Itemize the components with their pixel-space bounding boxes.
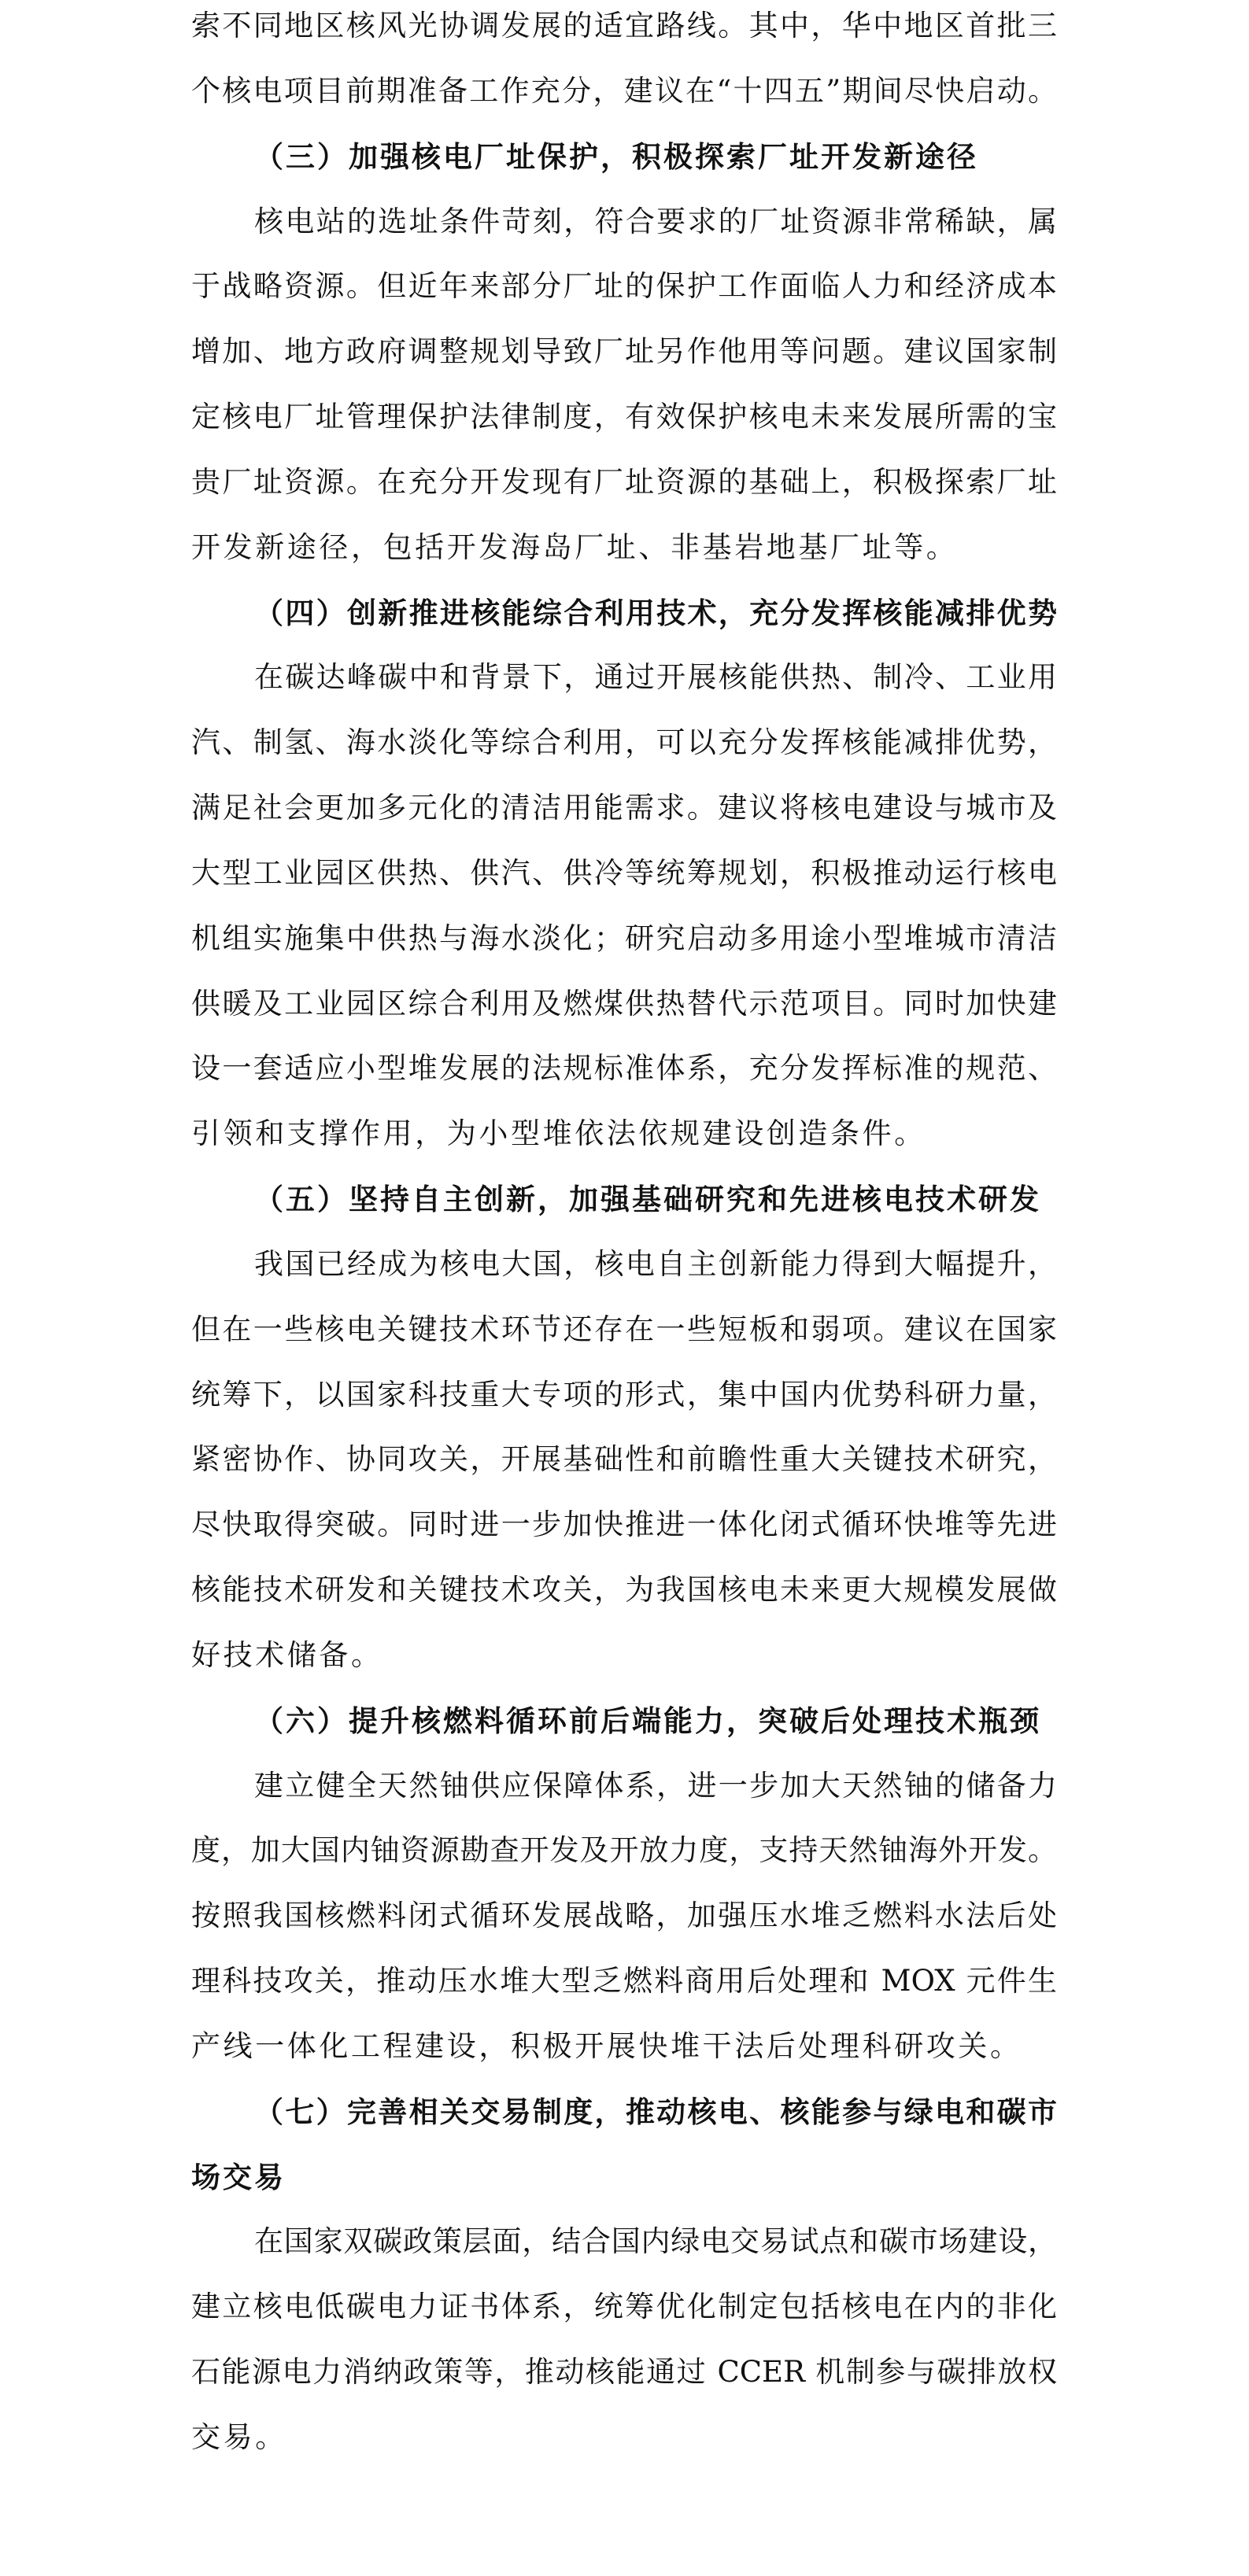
section-heading-7: （七）完善相关交易制度，推动核电、核能参与绿电和碳市 (254, 2094, 1057, 2129)
body-line: 但在一些核电关键技术环节还存在一些短板和弱项。建议在国家 (191, 1312, 1057, 1346)
body-line: 产线一体化工程建设，积极开展快堆干法后处理科研攻关。 (191, 2029, 1022, 2063)
body-line: 理科技攻关，推动压水堆大型乏燃料商用后处理和 MOX 元件生 (191, 1964, 1057, 1998)
body-line: 核能技术研发和关键技术攻关，为我国核电未来更大规模发展做 (191, 1573, 1057, 1607)
section-heading-7-continued: 场交易 (191, 2160, 286, 2194)
body-line: 建立核电低碳电力证书体系，统筹优化制定包括核电在内的非化 (191, 2290, 1057, 2323)
body-line: 在碳达峰碳中和背景下，通过开展核能供热、制冷、工业用 (254, 660, 1057, 694)
body-line: 索不同地区核风光协调发展的适宜路线。其中，华中地区首批三 (191, 9, 1057, 42)
body-line: 贵厂址资源。在充分开发现有厂址资源的基础上，积极探索厂址 (191, 465, 1057, 499)
body-line: 开发新途径，包括开发海岛厂址、非基岩地基厂址等。 (191, 530, 959, 564)
body-line: 汽、制氢、海水淡化等综合利用，可以充分发挥核能减排优势， (191, 725, 1057, 759)
body-line: 按照我国核燃料闭式循环发展战略，加强压水堆乏燃料水法后处 (191, 1899, 1057, 1932)
body-line: 于战略资源。但近年来部分厂址的保护工作面临人力和经济成本 (191, 269, 1057, 303)
body-line: 度，加大国内铀资源勘查开发及开放力度，支持天然铀海外开发。 (191, 1833, 1057, 1867)
body-line: 引领和支撑作用，为小型堆依法依规建设创造条件。 (191, 1116, 926, 1150)
body-line: 紧密协作、协同攻关，开展基础性和前瞻性重大关键技术研究， (191, 1442, 1057, 1476)
body-line: 机组实施集中供热与海水淡化；研究启动多用途小型堆城市清洁 (191, 921, 1057, 955)
section-heading-4: （四）创新推进核能综合利用技术，充分发挥核能减排优势 (254, 596, 1057, 630)
body-line: 建立健全天然铀供应保障体系，进一步加大天然铀的储备力 (254, 1769, 1057, 1803)
section-heading-6: （六）提升核燃料循环前后端能力，突破后处理技术瓶颈 (254, 1703, 1041, 1738)
body-line: 统筹下，以国家科技重大专项的形式，集中国内优势科研力量， (191, 1378, 1057, 1412)
body-line: 设一套适应小型堆发展的法规标准体系，充分发挥标准的规范、 (191, 1051, 1057, 1085)
body-line: 尽快取得突破。同时进一步加快推进一体化闭式循环快堆等先进 (191, 1508, 1057, 1541)
body-line: 交易。 (191, 2420, 287, 2454)
section-heading-3: （三）加强核电厂址保护，积极探索厂址开发新途径 (254, 139, 978, 174)
section-heading-5: （五）坚持自主创新，加强基础研究和先进核电技术研发 (254, 1182, 1041, 1216)
body-line: 增加、地方政府调整规划导致厂址另作他用等问题。建议国家制 (191, 334, 1057, 368)
body-line: 核电站的选址条件苛刻，符合要求的厂址资源非常稀缺，属 (254, 205, 1057, 238)
body-line: 满足社会更加多元化的清洁用能需求。建议将核电建设与城市及 (191, 791, 1057, 825)
body-line: 供暖及工业园区综合利用及燃煤供热替代示范项目。同时加快建 (191, 987, 1057, 1020)
body-line: 定核电厂址管理保护法律制度，有效保护核电未来发展所需的宝 (191, 400, 1057, 434)
body-line: 好技术储备。 (191, 1638, 383, 1672)
body-line: 石能源电力消纳政策等，推动核能通过 CCER 机制参与碳排放权 (191, 2355, 1057, 2389)
body-line: 个核电项目前期准备工作充分，建议在“十四五”期间尽快启动。 (191, 74, 1057, 108)
body-line: 在国家双碳政策层面，结合国内绿电交易试点和碳市场建设， (254, 2224, 1057, 2258)
body-line: 我国已经成为核电大国，核电自主创新能力得到大幅提升， (254, 1247, 1057, 1281)
body-line: 大型工业园区供热、供汽、供冷等统筹规划，积极推动运行核电 (191, 856, 1057, 890)
